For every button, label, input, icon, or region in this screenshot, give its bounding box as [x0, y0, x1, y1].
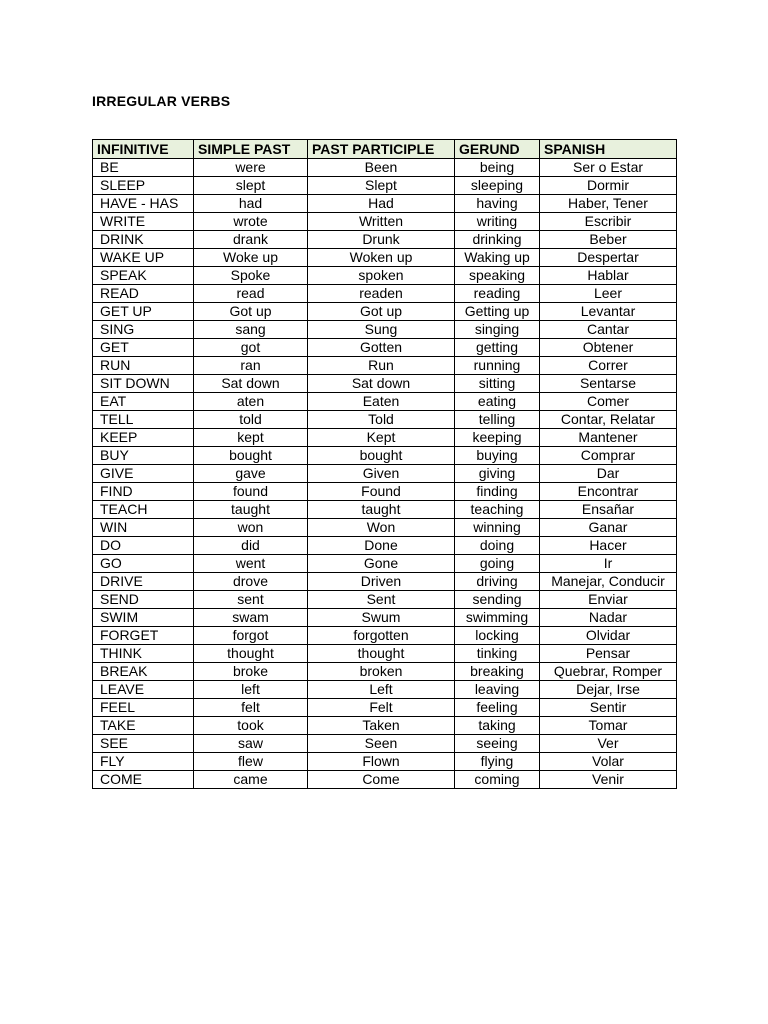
- cell-infinitive: FIND: [93, 483, 194, 501]
- cell-infinitive: DRINK: [93, 231, 194, 249]
- cell-infinitive: BE: [93, 159, 194, 177]
- cell-past-participle: Flown: [308, 753, 455, 771]
- cell-past-participle: thought: [308, 645, 455, 663]
- table-row: [93, 447, 677, 465]
- cell-gerund: driving: [455, 573, 540, 591]
- cell-simple-past: found: [194, 483, 308, 501]
- cell-past-participle: Slept: [308, 177, 455, 195]
- table-row: [93, 537, 677, 555]
- table-row: [93, 465, 677, 483]
- table-row: [93, 501, 677, 519]
- cell-past-participle: Sent: [308, 591, 455, 609]
- cell-spanish: Enviar: [540, 591, 677, 609]
- cell-gerund: sending: [455, 591, 540, 609]
- table-row: [93, 483, 677, 501]
- cell-past-participle: Woken up: [308, 249, 455, 267]
- table-row: [93, 249, 677, 267]
- cell-past-participle: Driven: [308, 573, 455, 591]
- table-row: [93, 753, 677, 771]
- cell-simple-past: came: [194, 771, 308, 789]
- cell-past-participle: Written: [308, 213, 455, 231]
- cell-infinitive: GET UP: [93, 303, 194, 321]
- cell-spanish: Mantener: [540, 429, 677, 447]
- cell-infinitive: READ: [93, 285, 194, 303]
- cell-gerund: swimming: [455, 609, 540, 627]
- cell-infinitive: COME: [93, 771, 194, 789]
- cell-past-participle: Felt: [308, 699, 455, 717]
- cell-infinitive: HAVE - HAS: [93, 195, 194, 213]
- cell-infinitive: LEAVE: [93, 681, 194, 699]
- cell-simple-past: Sat down: [194, 375, 308, 393]
- cell-simple-past: ran: [194, 357, 308, 375]
- cell-past-participle: broken: [308, 663, 455, 681]
- table-row: [93, 429, 677, 447]
- table-row: [93, 411, 677, 429]
- cell-spanish: Haber, Tener: [540, 195, 677, 213]
- cell-past-participle: Been: [308, 159, 455, 177]
- cell-gerund: keeping: [455, 429, 540, 447]
- cell-simple-past: left: [194, 681, 308, 699]
- cell-gerund: going: [455, 555, 540, 573]
- table-body: [93, 159, 677, 789]
- cell-past-participle: Won: [308, 519, 455, 537]
- cell-spanish: Olvidar: [540, 627, 677, 645]
- cell-past-participle: Found: [308, 483, 455, 501]
- cell-gerund: feeling: [455, 699, 540, 717]
- cell-simple-past: slept: [194, 177, 308, 195]
- cell-infinitive: SWIM: [93, 609, 194, 627]
- cell-spanish: Ir: [540, 555, 677, 573]
- cell-gerund: Waking up: [455, 249, 540, 267]
- header-simple-past: SIMPLE PAST: [194, 140, 308, 159]
- table-row: [93, 195, 677, 213]
- cell-infinitive: DRIVE: [93, 573, 194, 591]
- cell-past-participle: Drunk: [308, 231, 455, 249]
- cell-gerund: eating: [455, 393, 540, 411]
- header-gerund: GERUND: [455, 140, 540, 159]
- cell-simple-past: were: [194, 159, 308, 177]
- table-row: [93, 375, 677, 393]
- table-header: [93, 140, 677, 159]
- cell-gerund: flying: [455, 753, 540, 771]
- cell-infinitive: TEACH: [93, 501, 194, 519]
- cell-past-participle: forgotten: [308, 627, 455, 645]
- cell-gerund: Getting up: [455, 303, 540, 321]
- cell-infinitive: DO: [93, 537, 194, 555]
- table-row: [93, 357, 677, 375]
- cell-past-participle: Had: [308, 195, 455, 213]
- table-row: [93, 573, 677, 591]
- cell-gerund: having: [455, 195, 540, 213]
- table-row: [93, 663, 677, 681]
- cell-past-participle: readen: [308, 285, 455, 303]
- table-row: [93, 393, 677, 411]
- cell-infinitive: KEEP: [93, 429, 194, 447]
- cell-infinitive: BUY: [93, 447, 194, 465]
- cell-gerund: sleeping: [455, 177, 540, 195]
- table-row: [93, 591, 677, 609]
- table-row: [93, 771, 677, 789]
- cell-spanish: Venir: [540, 771, 677, 789]
- cell-past-participle: spoken: [308, 267, 455, 285]
- cell-simple-past: bought: [194, 447, 308, 465]
- cell-infinitive: FORGET: [93, 627, 194, 645]
- table-row: [93, 285, 677, 303]
- cell-infinitive: FLY: [93, 753, 194, 771]
- cell-spanish: Correr: [540, 357, 677, 375]
- cell-simple-past: drank: [194, 231, 308, 249]
- cell-spanish: Nadar: [540, 609, 677, 627]
- cell-spanish: Hablar: [540, 267, 677, 285]
- cell-spanish: Ver: [540, 735, 677, 753]
- table-row: [93, 735, 677, 753]
- cell-gerund: seeing: [455, 735, 540, 753]
- cell-infinitive: THINK: [93, 645, 194, 663]
- cell-past-participle: Gotten: [308, 339, 455, 357]
- cell-gerund: speaking: [455, 267, 540, 285]
- cell-spanish: Dar: [540, 465, 677, 483]
- cell-spanish: Ensañar: [540, 501, 677, 519]
- cell-infinitive: RUN: [93, 357, 194, 375]
- cell-past-participle: taught: [308, 501, 455, 519]
- cell-gerund: doing: [455, 537, 540, 555]
- cell-simple-past: had: [194, 195, 308, 213]
- cell-gerund: telling: [455, 411, 540, 429]
- cell-simple-past: saw: [194, 735, 308, 753]
- cell-past-participle: Given: [308, 465, 455, 483]
- cell-past-participle: Swum: [308, 609, 455, 627]
- cell-spanish: Encontrar: [540, 483, 677, 501]
- cell-simple-past: thought: [194, 645, 308, 663]
- cell-infinitive: BREAK: [93, 663, 194, 681]
- cell-spanish: Pensar: [540, 645, 677, 663]
- cell-simple-past: did: [194, 537, 308, 555]
- cell-past-participle: Eaten: [308, 393, 455, 411]
- cell-simple-past: flew: [194, 753, 308, 771]
- table-row: [93, 177, 677, 195]
- cell-spanish: Ser o Estar: [540, 159, 677, 177]
- cell-spanish: Ganar: [540, 519, 677, 537]
- cell-spanish: Cantar: [540, 321, 677, 339]
- cell-spanish: Tomar: [540, 717, 677, 735]
- cell-simple-past: sent: [194, 591, 308, 609]
- cell-spanish: Escribir: [540, 213, 677, 231]
- cell-gerund: buying: [455, 447, 540, 465]
- cell-spanish: Quebrar, Romper: [540, 663, 677, 681]
- cell-past-participle: Done: [308, 537, 455, 555]
- cell-infinitive: TELL: [93, 411, 194, 429]
- cell-past-participle: Got up: [308, 303, 455, 321]
- cell-simple-past: won: [194, 519, 308, 537]
- cell-simple-past: aten: [194, 393, 308, 411]
- cell-infinitive: SEND: [93, 591, 194, 609]
- table-row: [93, 267, 677, 285]
- page-title: IRREGULAR VERBS: [92, 93, 231, 109]
- cell-simple-past: kept: [194, 429, 308, 447]
- irregular-verbs-table: [92, 139, 677, 789]
- cell-simple-past: forgot: [194, 627, 308, 645]
- cell-spanish: Dejar, Irse: [540, 681, 677, 699]
- cell-simple-past: Spoke: [194, 267, 308, 285]
- table-row: [93, 555, 677, 573]
- cell-simple-past: felt: [194, 699, 308, 717]
- cell-spanish: Beber: [540, 231, 677, 249]
- cell-gerund: running: [455, 357, 540, 375]
- cell-infinitive: EAT: [93, 393, 194, 411]
- cell-spanish: Contar, Relatar: [540, 411, 677, 429]
- cell-gerund: leaving: [455, 681, 540, 699]
- cell-simple-past: broke: [194, 663, 308, 681]
- table-row: [93, 699, 677, 717]
- cell-infinitive: WRITE: [93, 213, 194, 231]
- cell-spanish: Sentir: [540, 699, 677, 717]
- cell-infinitive: SEE: [93, 735, 194, 753]
- cell-gerund: writing: [455, 213, 540, 231]
- header-infinitive: INFINITIVE: [93, 140, 194, 159]
- table-row: [93, 519, 677, 537]
- table-row: [93, 627, 677, 645]
- cell-infinitive: WIN: [93, 519, 194, 537]
- table-row: [93, 645, 677, 663]
- cell-infinitive: GIVE: [93, 465, 194, 483]
- table-row: [93, 681, 677, 699]
- cell-infinitive: WAKE UP: [93, 249, 194, 267]
- cell-infinitive: SLEEP: [93, 177, 194, 195]
- cell-spanish: Sentarse: [540, 375, 677, 393]
- table-row: [93, 159, 677, 177]
- cell-past-participle: Left: [308, 681, 455, 699]
- cell-infinitive: GO: [93, 555, 194, 573]
- table-row: [93, 609, 677, 627]
- cell-past-participle: Kept: [308, 429, 455, 447]
- cell-simple-past: sang: [194, 321, 308, 339]
- cell-simple-past: took: [194, 717, 308, 735]
- cell-spanish: Obtener: [540, 339, 677, 357]
- cell-infinitive: SPEAK: [93, 267, 194, 285]
- cell-infinitive: SIT DOWN: [93, 375, 194, 393]
- cell-past-participle: Told: [308, 411, 455, 429]
- cell-past-participle: Seen: [308, 735, 455, 753]
- cell-spanish: Dormir: [540, 177, 677, 195]
- cell-gerund: finding: [455, 483, 540, 501]
- cell-gerund: breaking: [455, 663, 540, 681]
- cell-gerund: locking: [455, 627, 540, 645]
- cell-simple-past: swam: [194, 609, 308, 627]
- cell-simple-past: wrote: [194, 213, 308, 231]
- table-row: [93, 339, 677, 357]
- cell-simple-past: told: [194, 411, 308, 429]
- cell-past-participle: Gone: [308, 555, 455, 573]
- cell-simple-past: taught: [194, 501, 308, 519]
- cell-past-participle: Run: [308, 357, 455, 375]
- cell-spanish: Comer: [540, 393, 677, 411]
- cell-spanish: Comprar: [540, 447, 677, 465]
- cell-infinitive: FEEL: [93, 699, 194, 717]
- cell-past-participle: Sat down: [308, 375, 455, 393]
- cell-past-participle: Sung: [308, 321, 455, 339]
- cell-gerund: coming: [455, 771, 540, 789]
- cell-gerund: sitting: [455, 375, 540, 393]
- cell-spanish: Leer: [540, 285, 677, 303]
- cell-spanish: Hacer: [540, 537, 677, 555]
- cell-past-participle: bought: [308, 447, 455, 465]
- table-row: [93, 321, 677, 339]
- cell-simple-past: Got up: [194, 303, 308, 321]
- cell-past-participle: Come: [308, 771, 455, 789]
- cell-gerund: taking: [455, 717, 540, 735]
- cell-simple-past: got: [194, 339, 308, 357]
- cell-infinitive: TAKE: [93, 717, 194, 735]
- cell-gerund: giving: [455, 465, 540, 483]
- cell-infinitive: GET: [93, 339, 194, 357]
- header-past-participle: PAST PARTICIPLE: [308, 140, 455, 159]
- cell-spanish: Despertar: [540, 249, 677, 267]
- cell-gerund: reading: [455, 285, 540, 303]
- cell-past-participle: Taken: [308, 717, 455, 735]
- cell-infinitive: SING: [93, 321, 194, 339]
- cell-gerund: tinking: [455, 645, 540, 663]
- cell-simple-past: gave: [194, 465, 308, 483]
- table-row: [93, 231, 677, 249]
- table-row: [93, 303, 677, 321]
- cell-spanish: Volar: [540, 753, 677, 771]
- cell-simple-past: drove: [194, 573, 308, 591]
- cell-gerund: winning: [455, 519, 540, 537]
- cell-gerund: being: [455, 159, 540, 177]
- cell-simple-past: read: [194, 285, 308, 303]
- header-spanish: SPANISH: [540, 140, 677, 159]
- cell-spanish: Manejar, Conducir: [540, 573, 677, 591]
- header-row: [93, 140, 677, 159]
- cell-simple-past: Woke up: [194, 249, 308, 267]
- cell-gerund: teaching: [455, 501, 540, 519]
- cell-simple-past: went: [194, 555, 308, 573]
- cell-gerund: drinking: [455, 231, 540, 249]
- table-row: [93, 717, 677, 735]
- cell-spanish: Levantar: [540, 303, 677, 321]
- table-row: [93, 213, 677, 231]
- cell-gerund: getting: [455, 339, 540, 357]
- cell-gerund: singing: [455, 321, 540, 339]
